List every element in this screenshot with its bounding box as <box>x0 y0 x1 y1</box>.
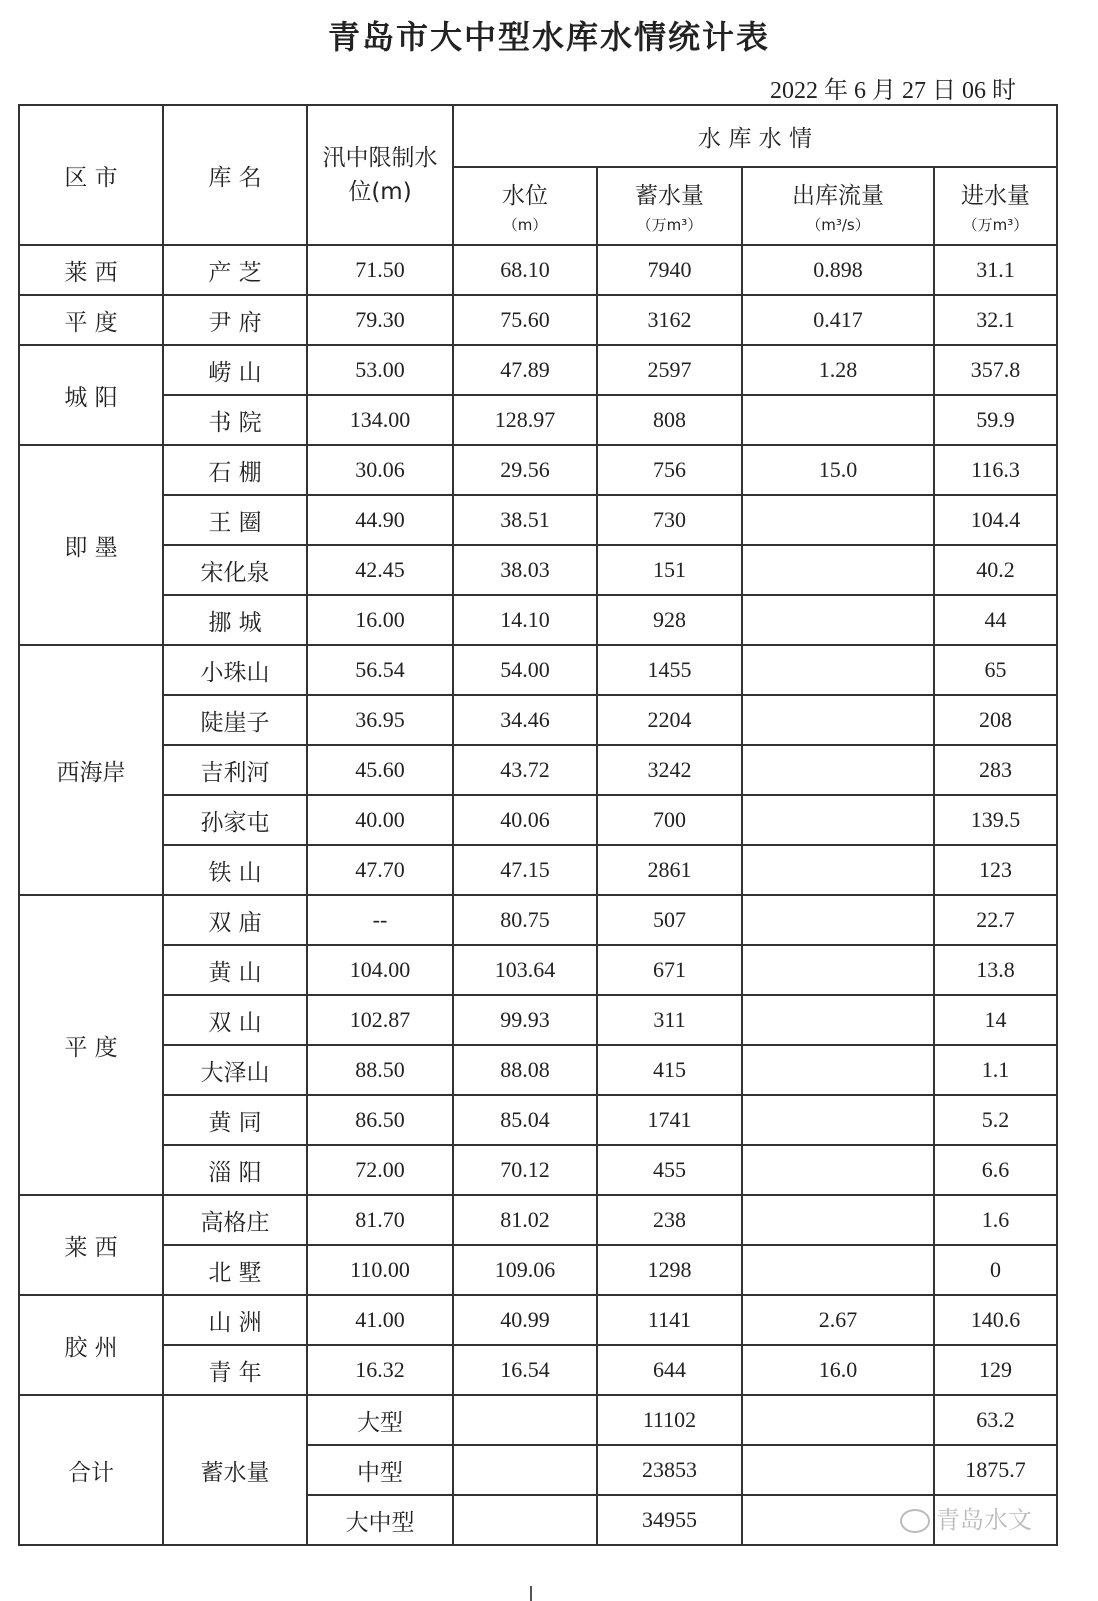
water-level-cell: 29.56 <box>453 445 597 495</box>
reservoir-name-cell: 青 年 <box>163 1345 307 1395</box>
district-cell: 莱 西 <box>19 1195 163 1295</box>
storage-cell: 3242 <box>597 745 742 795</box>
table-row <box>19 695 1057 745</box>
outflow-cell <box>742 595 934 645</box>
storage-cell: 311 <box>597 995 742 1045</box>
table-row <box>19 1295 1057 1345</box>
outflow-cell <box>742 1145 934 1195</box>
water-level-cell: 109.06 <box>453 1245 597 1295</box>
flood-limit-cell: 36.95 <box>307 695 453 745</box>
reservoir-name-cell: 北 墅 <box>163 1245 307 1295</box>
outflow-cell <box>742 1045 934 1095</box>
reservoir-name-cell: 大泽山 <box>163 1045 307 1095</box>
inflow-cell: 6.6 <box>934 1145 1057 1195</box>
storage-cell: 238 <box>597 1195 742 1245</box>
flood-limit-cell: 72.00 <box>307 1145 453 1195</box>
water-level-cell: 47.89 <box>453 345 597 395</box>
flood-limit-cell: 88.50 <box>307 1045 453 1095</box>
storage-cell: 644 <box>597 1345 742 1395</box>
table-row <box>19 795 1057 845</box>
inflow-cell: 5.2 <box>934 1095 1057 1145</box>
district-cell: 平 度 <box>19 295 163 345</box>
storage-cell: 415 <box>597 1045 742 1095</box>
total-storage-cell: 34955 <box>597 1495 742 1545</box>
total-inflow-cell: 1875.7 <box>934 1445 1057 1495</box>
flood-limit-cell: 42.45 <box>307 545 453 595</box>
total-metric-cell: 蓄水量 <box>163 1395 307 1545</box>
outflow-cell: 1.28 <box>742 345 934 395</box>
inflow-cell: 31.1 <box>934 245 1057 295</box>
page-title: 青岛市大中型水库水情统计表 <box>327 18 770 56</box>
storage-cell: 1141 <box>597 1295 742 1345</box>
reservoir-name-cell: 小珠山 <box>163 645 307 695</box>
table-row <box>19 1245 1057 1295</box>
storage-cell: 671 <box>597 945 742 995</box>
table-row <box>19 845 1057 895</box>
water-level-cell: 40.06 <box>453 795 597 845</box>
flood-limit-cell: 104.00 <box>307 945 453 995</box>
outflow-cell <box>742 1195 934 1245</box>
inflow-cell: 22.7 <box>934 895 1057 945</box>
report-date: 2022 年 6 月 27 日 06 时 <box>770 78 1016 104</box>
storage-cell: 730 <box>597 495 742 545</box>
watermark: 青岛水文 <box>900 1500 1032 1535</box>
inflow-cell: 0 <box>934 1245 1057 1295</box>
table-row <box>19 945 1057 995</box>
inflow-cell: 59.9 <box>934 395 1057 445</box>
reservoir-name-cell: 黄 山 <box>163 945 307 995</box>
outflow-cell <box>742 745 934 795</box>
reservoir-name-cell: 山 洲 <box>163 1295 307 1345</box>
district-cell: 莱 西 <box>19 245 163 295</box>
flood-limit-cell: 102.87 <box>307 995 453 1045</box>
flood-limit-cell: 134.00 <box>307 395 453 445</box>
reservoir-name-cell: 尹 府 <box>163 295 307 345</box>
district-cell: 胶 州 <box>19 1295 163 1395</box>
total-type-cell: 大中型 <box>307 1495 453 1545</box>
inflow-cell: 44 <box>934 595 1057 645</box>
storage-cell: 756 <box>597 445 742 495</box>
outflow-cell: 16.0 <box>742 1345 934 1395</box>
page-mark <box>530 1586 540 1601</box>
table-row <box>19 395 1057 445</box>
reservoir-name-cell: 宋化泉 <box>163 545 307 595</box>
table-row <box>19 1095 1057 1145</box>
flood-limit-cell: 16.32 <box>307 1345 453 1395</box>
flood-limit-cell: 40.00 <box>307 795 453 845</box>
water-level-cell: 70.12 <box>453 1145 597 1195</box>
district-cell: 即 墨 <box>19 445 163 645</box>
flood-limit-cell: 45.60 <box>307 745 453 795</box>
outflow-cell: 0.898 <box>742 245 934 295</box>
flood-limit-cell: 110.00 <box>307 1245 453 1295</box>
flood-limit-cell: -- <box>307 895 453 945</box>
header-inflow: 进水量 （万m³） <box>934 167 1057 245</box>
storage-cell: 7940 <box>597 245 742 295</box>
header-group: 水 库 水 情 <box>453 105 1057 167</box>
total-inflow-cell: 63.2 <box>934 1395 1057 1445</box>
storage-cell: 151 <box>597 545 742 595</box>
header-water-level: 水位 （m） <box>453 167 597 245</box>
flood-limit-cell: 16.00 <box>307 595 453 645</box>
reservoir-name-cell: 陡崖子 <box>163 695 307 745</box>
water-level-cell: 99.93 <box>453 995 597 1045</box>
reservoir-name-cell: 挪 城 <box>163 595 307 645</box>
water-level-cell: 54.00 <box>453 645 597 695</box>
storage-cell: 1741 <box>597 1095 742 1145</box>
outflow-cell <box>742 395 934 445</box>
outflow-cell: 0.417 <box>742 295 934 345</box>
total-outflow-cell <box>742 1445 934 1495</box>
water-level-cell: 81.02 <box>453 1195 597 1245</box>
inflow-cell: 1.1 <box>934 1045 1057 1095</box>
flood-limit-cell: 30.06 <box>307 445 453 495</box>
water-level-cell: 103.64 <box>453 945 597 995</box>
inflow-cell: 208 <box>934 695 1057 745</box>
total-type-cell: 大型 <box>307 1395 453 1445</box>
header-district: 区 市 <box>19 105 163 245</box>
water-level-cell: 75.60 <box>453 295 597 345</box>
header-outflow: 出库流量 （m³/s） <box>742 167 934 245</box>
storage-cell: 2597 <box>597 345 742 395</box>
outflow-cell <box>742 1245 934 1295</box>
total-level-cell <box>453 1445 597 1495</box>
water-level-cell: 88.08 <box>453 1045 597 1095</box>
table-row <box>19 545 1057 595</box>
inflow-cell: 123 <box>934 845 1057 895</box>
water-level-cell: 16.54 <box>453 1345 597 1395</box>
inflow-cell: 32.1 <box>934 295 1057 345</box>
reservoir-name-cell: 淄 阳 <box>163 1145 307 1195</box>
header-reservoir: 库 名 <box>163 105 307 245</box>
outflow-cell <box>742 645 934 695</box>
inflow-cell: 357.8 <box>934 345 1057 395</box>
water-level-cell: 85.04 <box>453 1095 597 1145</box>
water-level-cell: 40.99 <box>453 1295 597 1345</box>
reservoir-name-cell: 铁 山 <box>163 845 307 895</box>
storage-cell: 1298 <box>597 1245 742 1295</box>
table-row <box>19 895 1057 945</box>
flood-limit-cell: 86.50 <box>307 1095 453 1145</box>
table-row <box>19 1195 1057 1245</box>
outflow-cell <box>742 895 934 945</box>
storage-cell: 1455 <box>597 645 742 695</box>
reservoir-name-cell: 石 棚 <box>163 445 307 495</box>
reservoir-name-cell: 王 圈 <box>163 495 307 545</box>
inflow-cell: 1.6 <box>934 1195 1057 1245</box>
total-type-cell: 中型 <box>307 1445 453 1495</box>
reservoir-name-cell: 书 院 <box>163 395 307 445</box>
reservoir-name-cell: 吉利河 <box>163 745 307 795</box>
flood-limit-cell: 47.70 <box>307 845 453 895</box>
header-flood-limit: 汛中限制水位(m) <box>307 105 453 245</box>
table-row <box>19 645 1057 695</box>
storage-cell: 2861 <box>597 845 742 895</box>
inflow-cell: 283 <box>934 745 1057 795</box>
water-level-cell: 68.10 <box>453 245 597 295</box>
inflow-cell: 129 <box>934 1345 1057 1395</box>
district-cell: 西海岸 <box>19 645 163 895</box>
total-storage-cell: 11102 <box>597 1395 742 1445</box>
total-row <box>19 1395 1057 1445</box>
inflow-cell: 65 <box>934 645 1057 695</box>
reservoir-name-cell: 崂 山 <box>163 345 307 395</box>
total-level-cell <box>453 1395 597 1445</box>
water-level-cell: 14.10 <box>453 595 597 645</box>
flood-limit-cell: 79.30 <box>307 295 453 345</box>
table-row <box>19 295 1057 345</box>
outflow-cell <box>742 545 934 595</box>
table-row <box>19 1345 1057 1395</box>
storage-cell: 928 <box>597 595 742 645</box>
inflow-cell: 140.6 <box>934 1295 1057 1345</box>
storage-cell: 700 <box>597 795 742 845</box>
wechat-icon <box>900 1509 930 1533</box>
inflow-cell: 104.4 <box>934 495 1057 545</box>
water-level-cell: 38.03 <box>453 545 597 595</box>
table-row <box>19 345 1057 395</box>
outflow-cell <box>742 795 934 845</box>
table-row <box>19 1045 1057 1095</box>
flood-limit-cell: 44.90 <box>307 495 453 545</box>
table-row <box>19 1145 1057 1195</box>
inflow-cell: 116.3 <box>934 445 1057 495</box>
inflow-cell: 139.5 <box>934 795 1057 845</box>
water-level-cell: 47.15 <box>453 845 597 895</box>
flood-limit-cell: 41.00 <box>307 1295 453 1345</box>
table-row <box>19 245 1057 295</box>
reservoir-name-cell: 黄 同 <box>163 1095 307 1145</box>
reservoir-name-cell: 孙家屯 <box>163 795 307 845</box>
table-row <box>19 745 1057 795</box>
inflow-cell: 40.2 <box>934 545 1057 595</box>
table-row <box>19 995 1057 1045</box>
reservoir-name-cell: 双 山 <box>163 995 307 1045</box>
storage-cell: 2204 <box>597 695 742 745</box>
outflow-cell <box>742 1095 934 1145</box>
reservoir-name-cell: 产 芝 <box>163 245 307 295</box>
table-row <box>19 445 1057 495</box>
district-cell: 平 度 <box>19 895 163 1195</box>
outflow-cell <box>742 945 934 995</box>
outflow-cell <box>742 845 934 895</box>
total-outflow-cell <box>742 1395 934 1445</box>
reservoir-table <box>18 104 1058 1546</box>
outflow-cell: 2.67 <box>742 1295 934 1345</box>
water-level-cell: 43.72 <box>453 745 597 795</box>
water-level-cell: 38.51 <box>453 495 597 545</box>
storage-cell: 507 <box>597 895 742 945</box>
water-level-cell: 34.46 <box>453 695 597 745</box>
storage-cell: 3162 <box>597 295 742 345</box>
flood-limit-cell: 81.70 <box>307 1195 453 1245</box>
water-level-cell: 128.97 <box>453 395 597 445</box>
storage-cell: 808 <box>597 395 742 445</box>
total-level-cell <box>453 1495 597 1545</box>
outflow-cell: 15.0 <box>742 445 934 495</box>
inflow-cell: 14 <box>934 995 1057 1045</box>
header-storage: 蓄水量 （万m³） <box>597 167 742 245</box>
flood-limit-cell: 53.00 <box>307 345 453 395</box>
outflow-cell <box>742 995 934 1045</box>
storage-cell: 455 <box>597 1145 742 1195</box>
inflow-cell: 13.8 <box>934 945 1057 995</box>
reservoir-name-cell: 双 庙 <box>163 895 307 945</box>
water-level-cell: 80.75 <box>453 895 597 945</box>
flood-limit-cell: 56.54 <box>307 645 453 695</box>
outflow-cell <box>742 495 934 545</box>
total-label-cell: 合计 <box>19 1395 163 1545</box>
table-row <box>19 595 1057 645</box>
outflow-cell <box>742 695 934 745</box>
table-row <box>19 495 1057 545</box>
flood-limit-cell: 71.50 <box>307 245 453 295</box>
district-cell: 城 阳 <box>19 345 163 445</box>
reservoir-name-cell: 高格庄 <box>163 1195 307 1245</box>
total-storage-cell: 23853 <box>597 1445 742 1495</box>
